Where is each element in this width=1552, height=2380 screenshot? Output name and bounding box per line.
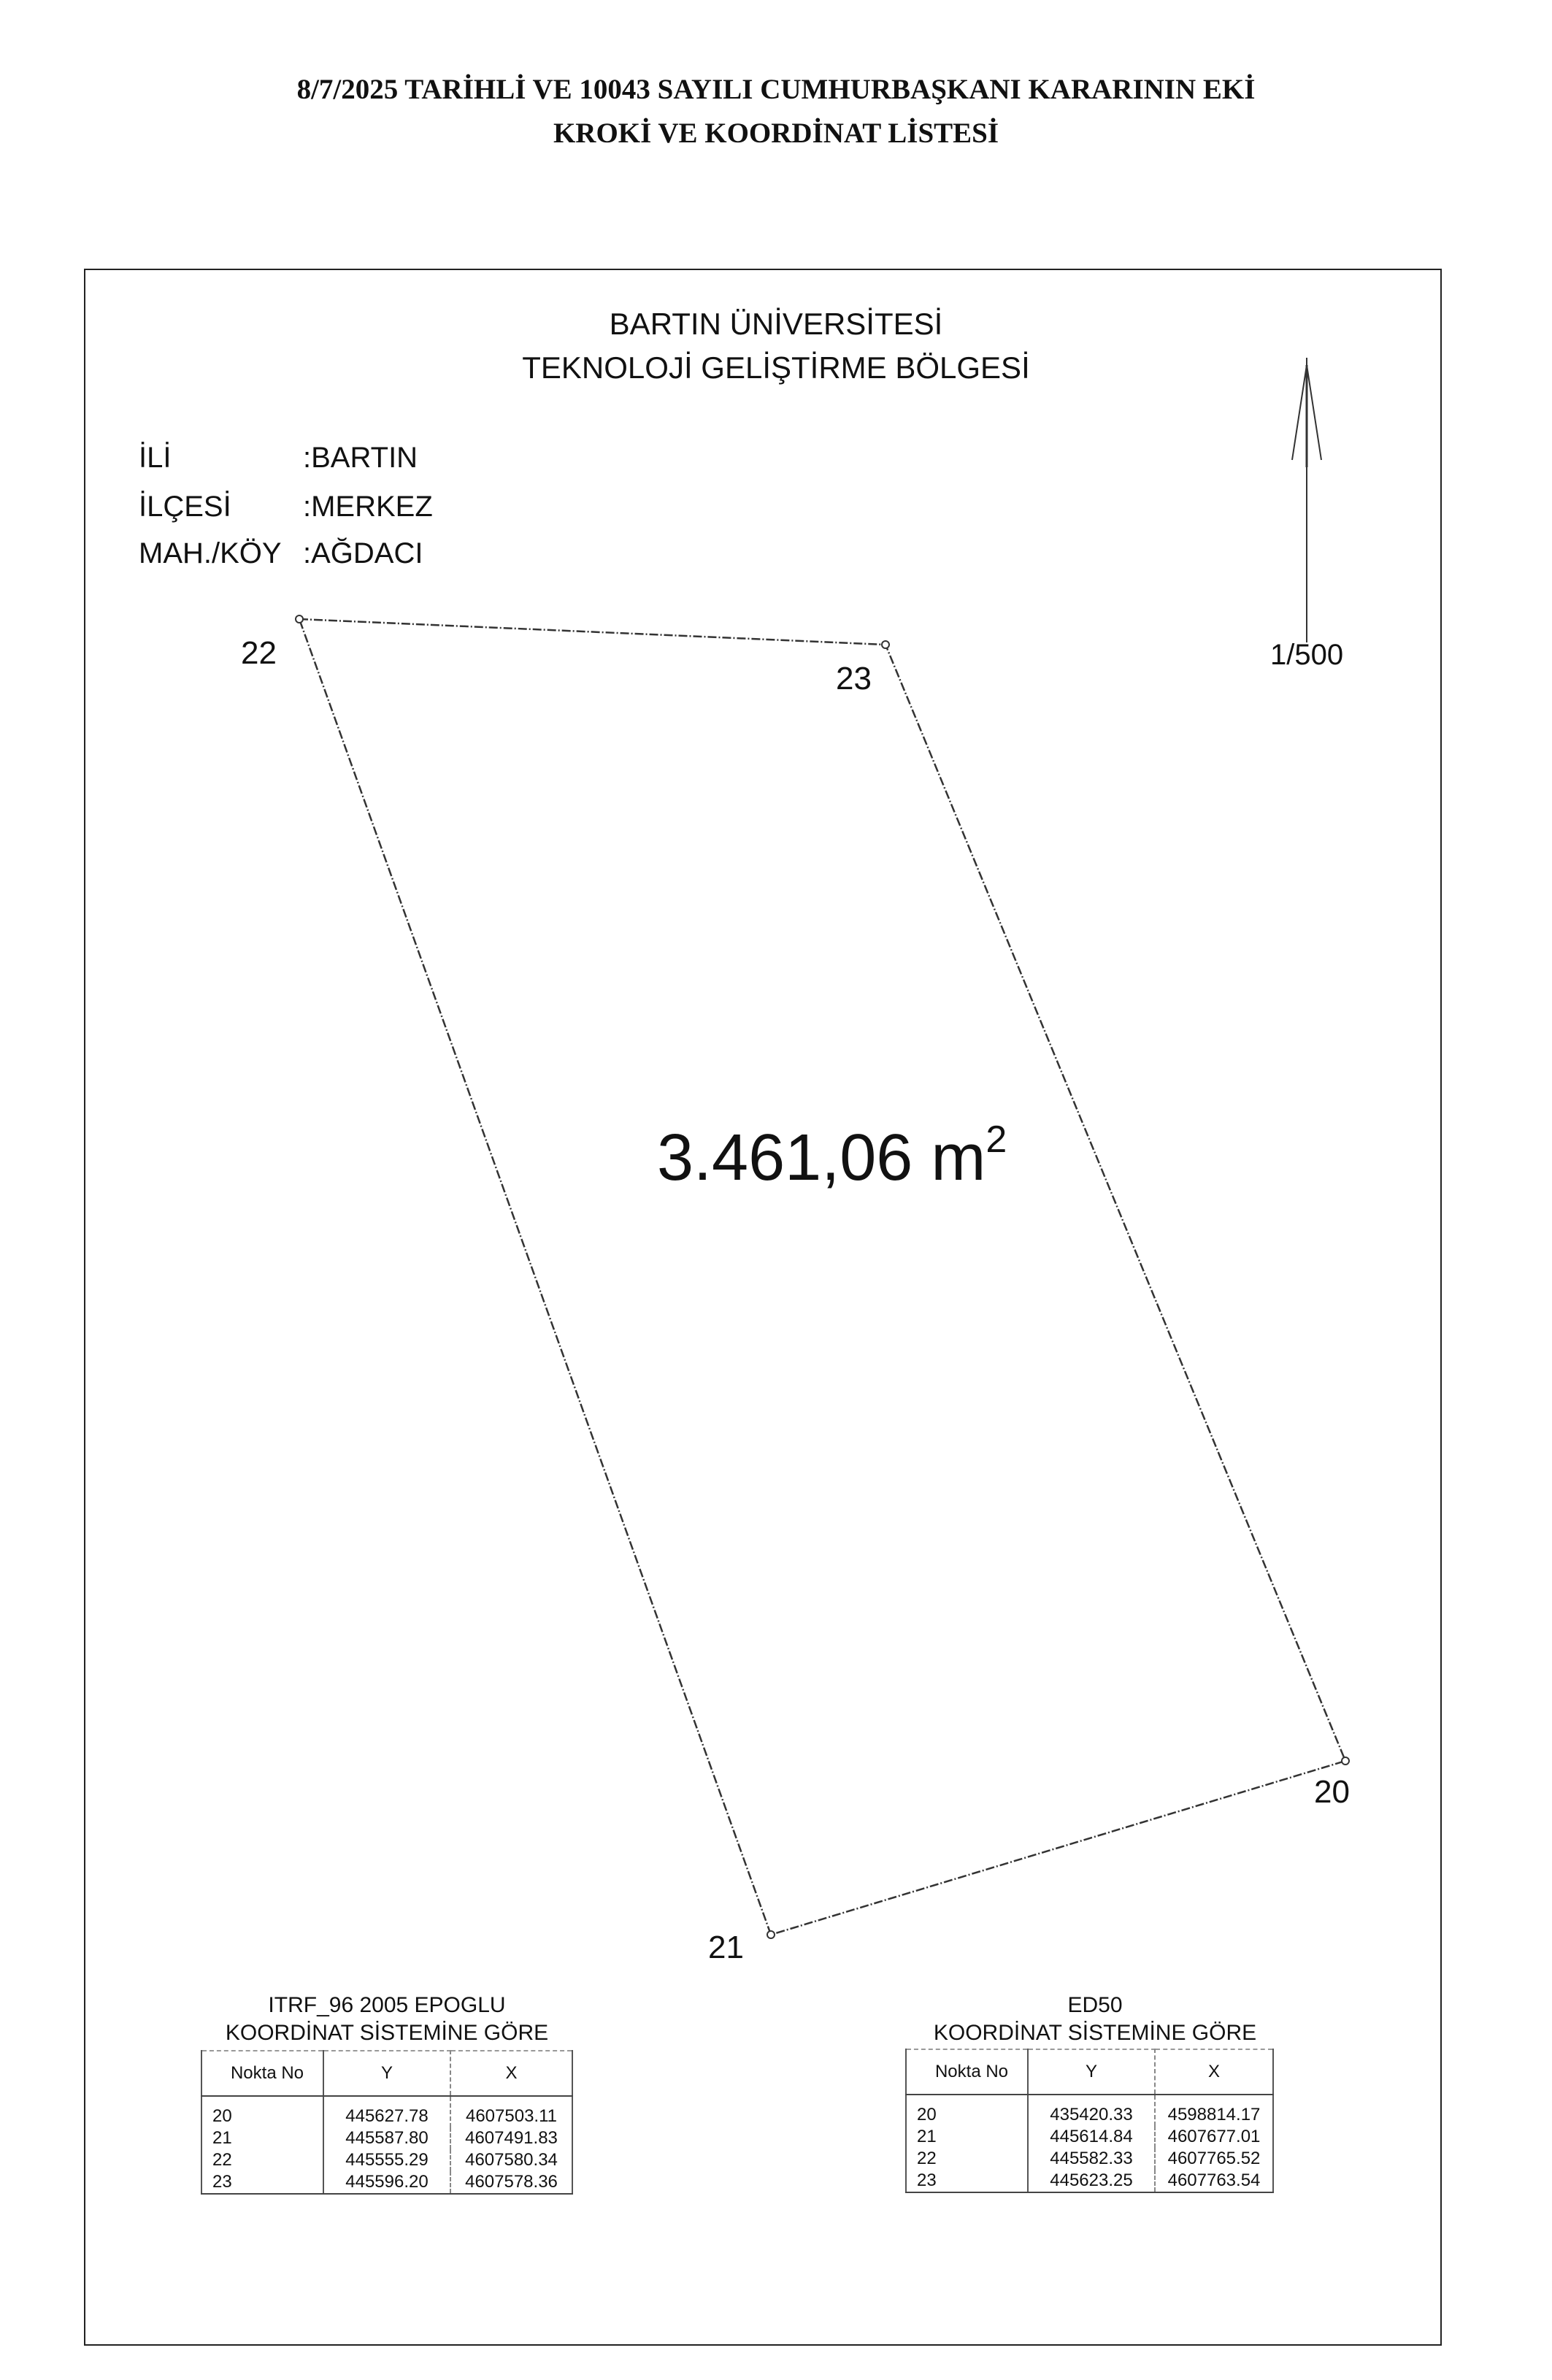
table2-caption-line1: ED50 [1067,1993,1123,2017]
table2-caption-line2: KOORDİNAT SİSTEMİNE GÖRE [933,2021,1257,2045]
cell-x: 4607503.11 [450,2096,572,2127]
info-label-mahalle: MAH./KÖY [139,537,282,569]
cell-nokta: 23 [201,2171,323,2194]
info-label-ilce: İLÇESİ [139,491,231,523]
table1-caption-line1: ITRF_96 2005 EPOGLU [268,1993,506,2017]
area-value: 3.461,06 m [657,1121,986,1194]
cell-y: 445614.84 [1028,2126,1155,2148]
corner-markers [296,615,1349,1938]
document-subtitle: KROKİ VE KOORDİNAT LİSTESİ [553,118,999,149]
col-header-x: X [1155,2049,1273,2095]
info-value-il: :BARTIN [303,442,418,474]
table-row [906,2148,1273,2170]
cell-x: 4607580.34 [450,2149,572,2171]
cell-nokta: 21 [906,2126,1028,2148]
cell-x: 4598814.17 [1155,2095,1273,2126]
cell-x: 4607763.54 [1155,2170,1273,2192]
info-label-il: İLİ [139,442,172,474]
table-row [201,2149,572,2171]
cell-nokta: 20 [201,2096,323,2127]
table-row [201,2096,572,2127]
cell-x: 4607765.52 [1155,2148,1273,2170]
cell-nokta: 22 [201,2149,323,2171]
cell-x: 4607677.01 [1155,2126,1273,2148]
cell-y: 445582.33 [1028,2148,1155,2170]
parcel-area [657,1118,1007,1196]
table-row [201,2127,572,2149]
plan-subtitle: TEKNOLOJİ GELİŞTİRME BÖLGESİ [522,350,1030,385]
col-header-y: Y [323,2051,450,2096]
cell-y: 445623.25 [1028,2170,1155,2192]
cell-y: 445555.29 [323,2149,450,2171]
coordinate-table-itrf [201,2050,573,2195]
point-label-22: 22 [241,635,277,671]
scale-label: 1/500 [1270,639,1344,671]
cell-nokta: 20 [906,2095,1028,2126]
table-row [201,2171,572,2194]
col-header-nokta: Nokta No [906,2049,1028,2095]
cell-y: 445596.20 [323,2171,450,2194]
table-row [906,2170,1273,2192]
info-value-mahalle: :AĞDACI [303,537,423,569]
document-title: 8/7/2025 TARİHLİ VE 10043 SAYILI CUMHURBAŞKANI KARARININ EKİ [296,74,1256,105]
cell-x: 4607578.36 [450,2171,572,2194]
cell-x: 4607491.83 [450,2127,572,2149]
cell-y: 445587.80 [323,2127,450,2149]
info-value-ilce: :MERKEZ [303,491,433,523]
north-arrow-icon [1292,358,1321,642]
col-header-nokta: Nokta No [201,2051,323,2096]
table-row [906,2095,1273,2126]
point-label-20: 20 [1314,1774,1350,1810]
col-header-y: Y [1028,2049,1155,2095]
area-unit-superscript: 2 [986,1118,1007,1161]
coordinate-table-ed50 [905,2049,1274,2193]
table1-caption [197,1992,577,2047]
cell-nokta: 21 [201,2127,323,2149]
parcel-boundary [299,619,1345,1935]
cell-y: 435420.33 [1028,2095,1155,2126]
plan-title: BARTIN ÜNİVERSİTESİ [609,307,943,341]
point-label-23: 23 [836,661,872,696]
point-label-21: 21 [708,1930,744,1965]
col-header-x: X [450,2051,572,2096]
table2-caption [905,1992,1285,2047]
cell-nokta: 23 [906,2170,1028,2192]
cell-nokta: 22 [906,2148,1028,2170]
table-row [906,2126,1273,2148]
cell-y: 445627.78 [323,2096,450,2127]
table1-caption-line2: KOORDİNAT SİSTEMİNE GÖRE [225,2021,549,2045]
